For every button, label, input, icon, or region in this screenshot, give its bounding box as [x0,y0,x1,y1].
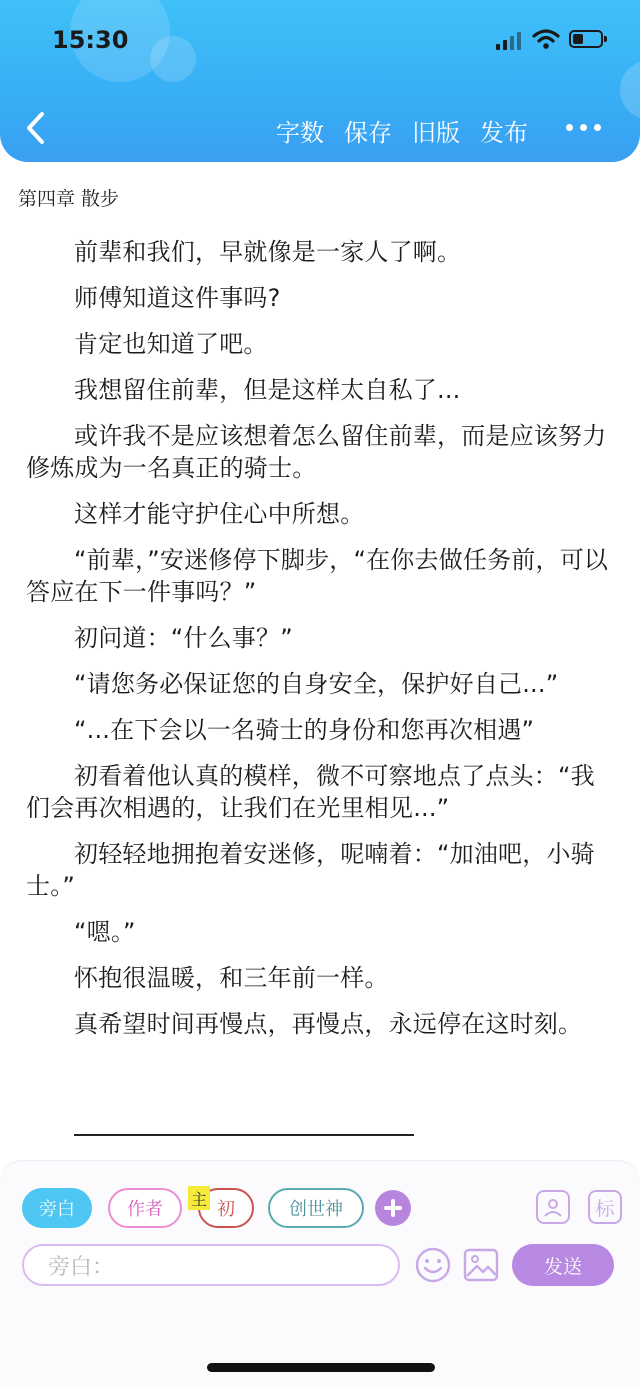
wifi-icon [532,28,560,50]
story-paragraph: 前辈和我们，早就像是一家人了啊。 [74,238,462,266]
story-paragraph: 初问道：“什么事？” [74,624,293,652]
word-count-button[interactable]: 字数 [276,118,324,147]
decorative-bubble [150,36,196,82]
label-icon-text: 标 [595,1197,615,1220]
battery-icon [569,30,603,48]
cellular-signal-icon [496,32,524,50]
section-divider [74,1134,414,1136]
story-paragraph: 初看着他认真的模样，微不可察地点了点头：“我们会再次相遇的，让我们在光里相见...” [26,762,595,822]
story-paragraph: “前辈，”安迷修停下脚步，“在你去做任务前，可以答应在下一件事吗？” [26,546,609,606]
label-button[interactable] [588,1190,622,1224]
story-paragraph: 师傅知道这件事吗? [74,284,281,312]
role-chip-narration[interactable]: 旁白 [22,1188,92,1228]
person-icon [542,1196,564,1218]
back-button[interactable] [22,110,52,146]
message-input-placeholder: 旁白： [48,1254,115,1280]
emoji-icon[interactable] [414,1246,452,1284]
role-chip-author[interactable]: 作者 [108,1188,182,1228]
character-profile-icon[interactable] [536,1190,570,1224]
header-actions [276,110,548,150]
status-time: 15:30 [52,26,129,54]
decorative-bubble [620,60,640,120]
story-paragraph: 肯定也知道了吧。 [74,330,268,358]
more-options-icon[interactable] [564,118,604,138]
add-role-button[interactable] [375,1190,411,1226]
role-chip-chu[interactable]: 初 [198,1188,254,1228]
story-paragraph: 这样才能守护住心中所想。 [74,500,365,528]
battery-tip [604,36,607,42]
message-input[interactable] [22,1244,400,1286]
chapter-title: 第四章 散步 [18,188,120,210]
story-paragraph: 或许我不是应该想着怎么留住前辈，而是应该努力修炼成为一名真正的骑士。 [26,422,607,482]
role-chip-creator-god[interactable]: 创世神 [268,1188,364,1228]
old-version-button[interactable]: 旧版 [412,118,460,147]
story-paragraph: 初轻轻地拥抱着安迷修，呢喃着：“加油吧，小骑士。” [26,840,595,900]
story-paragraph: 怀抱很温暖，和三年前一样。 [74,964,389,992]
save-button[interactable]: 保存 [344,118,392,147]
send-button[interactable]: 发送 [512,1244,614,1286]
story-paragraph: 我想留住前辈，但是这样太自私了... [74,376,461,404]
story-paragraph: “嗯。” [74,918,136,946]
home-indicator [207,1363,435,1372]
story-paragraph: 真希望时间再慢点，再慢点，永远停在这时刻。 [74,1010,583,1038]
story-paragraph: “...在下会以一名骑士的身份和您再次相遇” [74,716,535,744]
story-paragraph: “请您务必保证您的自身安全，保护好自己...” [74,670,559,698]
publish-button[interactable]: 发布 [480,118,528,147]
main-role-badge: 主 [188,1186,210,1210]
story-content [26,236,616,1054]
image-icon[interactable] [463,1248,499,1282]
